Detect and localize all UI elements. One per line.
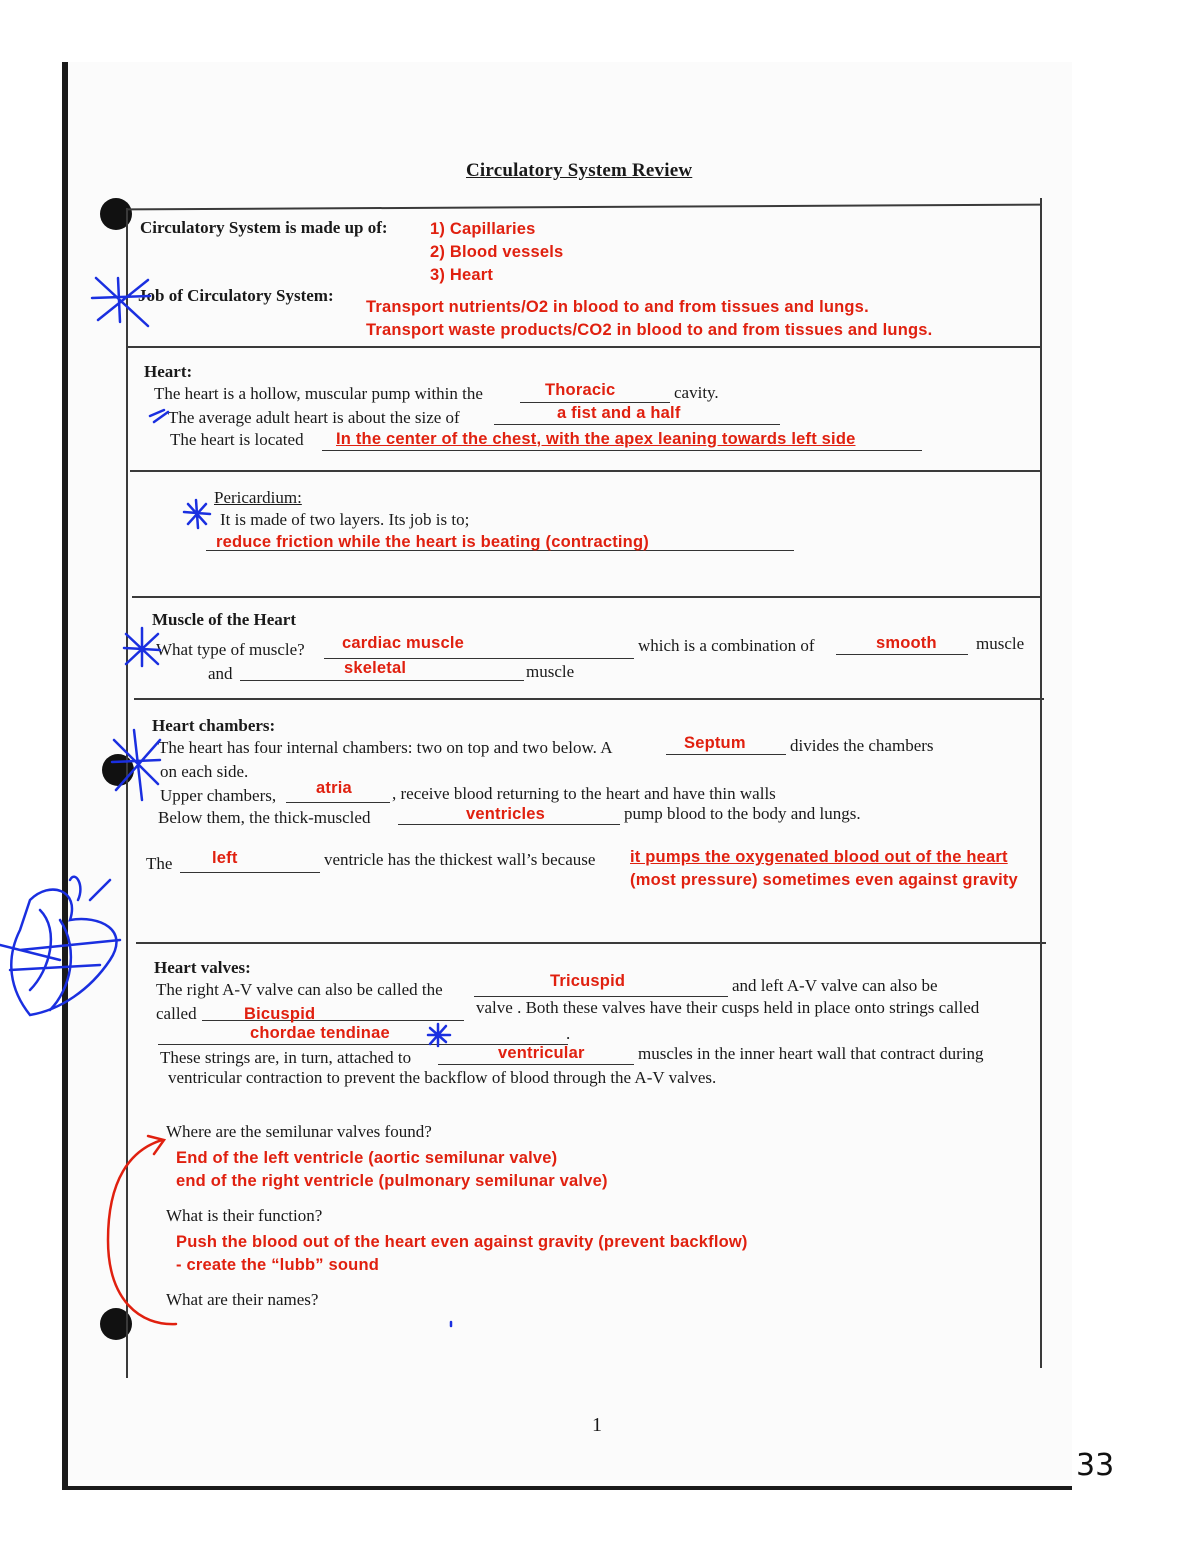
muscle-answer-smooth: smooth (876, 634, 937, 652)
handwritten-page-number: 33 (1076, 1448, 1115, 1483)
valves-question-names: What are their names? (166, 1290, 319, 1309)
valves-answer-function-2: - create the “lubb” sound (176, 1256, 380, 1274)
heart-answer-location: In the center of the chest, with the apex leaning towards left side (336, 430, 856, 448)
valves-line2-post: valve . Both these valves have their cusps held in place onto strings called (476, 998, 980, 1017)
muscle-heading: Muscle of the Heart (152, 610, 296, 629)
arrow-bracket-icon (108, 1140, 176, 1324)
valves-answer-location-1: End of the left ventricle (aortic semilunar valve) (176, 1149, 558, 1167)
muscle-line2-post: muscle (526, 662, 575, 681)
heart-answer-size: a fist and a half (557, 404, 681, 422)
muscle-line1-post: muscle (976, 634, 1025, 653)
pericardium-heading: Pericardium: (214, 488, 302, 507)
muscle-line1-mid: which is a combination of (638, 636, 815, 655)
muscle-answer-cardiac: cardiac muscle (342, 634, 465, 652)
chambers-line5-pre: The (146, 854, 173, 873)
star-mark-icon-muscle (124, 628, 160, 666)
chambers-heading: Heart chambers: (152, 716, 276, 735)
page-number: 1 (592, 1414, 602, 1436)
chambers-answer-reason-2: (most pressure) sometimes even against gravity (630, 871, 1018, 889)
valves-line5: ventricular contraction to prevent the backflow of blood through the A-V valves. (168, 1068, 717, 1087)
valves-answer-function-1: Push the blood out of the heart even against gravity (prevent backflow) (176, 1233, 748, 1251)
chambers-line4-post: pump blood to the body and lungs. (624, 804, 861, 823)
muscle-line2-pre: and (208, 664, 233, 683)
muscle-answer-skeletal: skeletal (344, 659, 407, 677)
heart-answer-thoracic: Thoracic (545, 381, 616, 399)
valves-answer-bicuspid: Bicuspid (244, 1005, 316, 1023)
pericardium-line1: It is made of two layers. Its job is to; (220, 510, 470, 529)
chambers-answer-atria: atria (316, 779, 352, 797)
valves-line3-post: . (566, 1024, 571, 1043)
chambers-line3-pre: Upper chambers, (160, 786, 277, 805)
chambers-line2: on each side. (160, 762, 249, 781)
tick-mark-icon-heart (150, 410, 168, 422)
heart-line1-pre: The heart is a hollow, muscular pump within the (154, 384, 483, 403)
valves-heading: Heart valves: (154, 958, 251, 977)
made-up-answer-2: 2) Blood vessels (430, 243, 564, 261)
valves-line1-pre: The right A-V valve can also be called the (156, 980, 443, 999)
star-mark-icon-pericardium (184, 500, 210, 528)
job-answer-1: Transport nutrients/O2 in blood to and from tissues and lungs. (366, 298, 869, 316)
muscle-line1-pre: What type of muscle? (156, 640, 305, 659)
made-up-answer-3: 3) Heart (430, 266, 494, 284)
made-up-label: Circulatory System is made up of: (140, 218, 388, 237)
page-title: Circulatory System Review (466, 160, 693, 181)
pericardium-answer: reduce friction while the heart is beating (contracting) (216, 533, 649, 551)
made-up-answer-1: 1) Capillaries (430, 220, 536, 238)
valves-question-function: What is their function? (166, 1206, 323, 1225)
valves-line4-post: muscles in the inner heart wall that contract during (638, 1044, 984, 1063)
heart-line2-pre: The average adult heart is about the size of (168, 408, 460, 427)
valves-answer-chordae: chordae tendinae (250, 1024, 390, 1042)
valves-question-location: Where are the semilunar valves found? (166, 1122, 432, 1141)
star-mark-icon-job (92, 278, 150, 326)
heart-line3-pre: The heart is located (170, 430, 304, 449)
chambers-answer-reason-1: it pumps the oxygenated blood out of the heart (630, 848, 1008, 866)
valves-line1-post: and left A-V valve can also be (732, 976, 938, 995)
valves-answer-location-2: end of the right ventricle (pulmonary semilunar valve) (176, 1172, 608, 1190)
valves-answer-ventricular: ventricular (498, 1044, 585, 1062)
chambers-line1-pre: The heart has four internal chambers: two on top and two below. A (158, 738, 613, 757)
heart-line1-post: cavity. (674, 383, 719, 402)
chambers-line5-mid: ventricle has the thickest wall’s because (324, 850, 596, 869)
valves-line2-pre: called (156, 1004, 197, 1023)
job-label: Job of Circulatory System: (138, 286, 334, 305)
chambers-answer-ventricles: ventricles (466, 805, 546, 823)
job-answer-2: Transport waste products/CO2 in blood to and from tissues and lungs. (366, 321, 933, 339)
chambers-line4-pre: Below them, the thick-muscled (158, 808, 371, 827)
chambers-line1-post: divides the chambers (790, 736, 934, 755)
star-mark-icon-chambers (112, 730, 160, 800)
chambers-answer-septum: Septum (684, 734, 746, 752)
star-mark-icon-chordae (428, 1024, 450, 1046)
heart-heading: Heart: (144, 362, 193, 381)
valves-line4-pre: These strings are, in turn, attached to (160, 1048, 412, 1067)
valves-answer-tricuspid: Tricuspid (550, 972, 626, 990)
chambers-line3-post: , receive blood returning to the heart and have thin walls (392, 784, 776, 803)
chambers-answer-left: left (212, 849, 238, 867)
